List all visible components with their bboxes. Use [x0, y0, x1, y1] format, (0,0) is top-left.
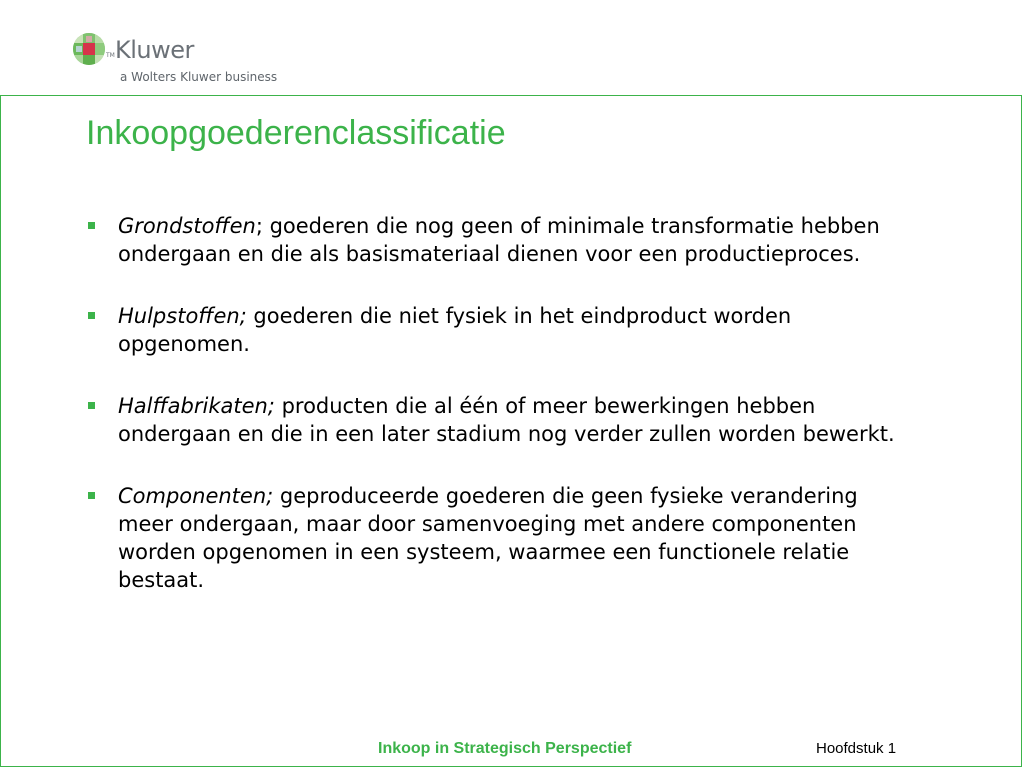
bullet-term: Grondstoffen: [118, 214, 256, 238]
bullet-square-icon: [88, 492, 95, 499]
logo-name: Kluwer: [115, 36, 194, 64]
kluwer-globe-icon: [72, 32, 106, 66]
bullet-term: Halffabrikaten;: [118, 394, 275, 418]
bullet-text: geproduceerde goederen die geen fysieke verandering meer ondergaan, maar door samenvoeging met andere componenten worden opgenomen in een systeem, waarmee een functionele relatie bestaat.: [118, 484, 858, 592]
bullet-term: Componenten;: [118, 484, 274, 508]
bullet-item: [86, 212, 916, 268]
bullet-item: [86, 392, 916, 448]
bullet-item: [86, 302, 916, 358]
bullet-term: Hulpstoffen;: [118, 304, 247, 328]
logo-trademark: TM: [106, 52, 115, 59]
slide-title: Inkoopgoederenclassificatie: [86, 114, 506, 152]
bullet-item: [86, 482, 916, 594]
logo-tagline: a Wolters Kluwer business: [120, 70, 278, 84]
bullet-square-icon: [88, 402, 95, 409]
bullet-list: [86, 212, 916, 628]
bullet-square-icon: [88, 222, 95, 229]
bullet-text: goederen die niet fysiek in het eindproduct worden opgenomen.: [118, 304, 792, 356]
footer-chapter: Hoofdstuk 1: [816, 740, 897, 757]
kluwer-logo: [70, 30, 310, 86]
bullet-square-icon: [88, 312, 95, 319]
bullet-text: ; goederen die nog geen of minimale transformatie hebben ondergaan en die als basismateriaal dienen voor een productieproces.: [118, 214, 880, 266]
bullet-text: producten die al één of meer bewerkingen hebben ondergaan en die in een later stadium nog verder zullen worden bewerkt.: [118, 394, 895, 446]
footer-title: Inkoop in Strategisch Perspectief: [378, 740, 632, 757]
